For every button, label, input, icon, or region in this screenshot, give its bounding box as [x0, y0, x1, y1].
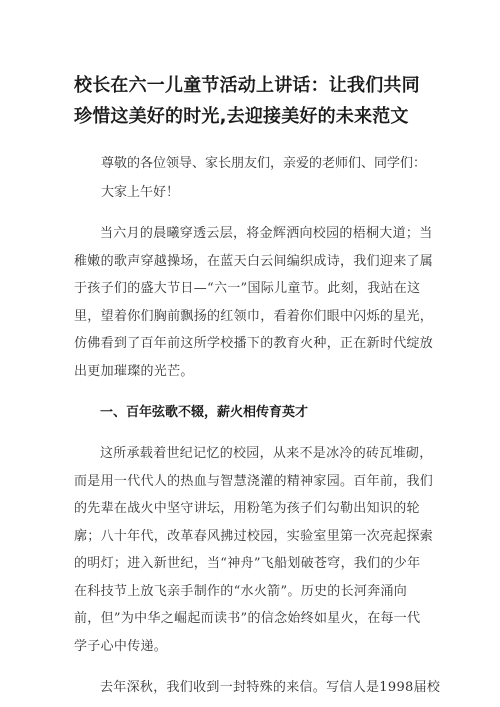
paragraph-line: 廓；八十年代，改革春风拂过校园，实验室里第一次亮起探索: [74, 528, 434, 544]
greeting: 大家上午好！: [101, 185, 180, 200]
paragraph-line: 里，望着你们胸前飘扬的红领巾，看着你们眼中闪烁的星光，: [74, 308, 434, 324]
paragraph-line: 稚嫩的歌声穿越操场，在蓝天白云间编织成诗，我们迎来了属: [74, 253, 434, 269]
paragraph-opening: [74, 220, 434, 385]
title-line: 校长在六一儿童节活动上讲话：让我们共同: [74, 75, 420, 96]
paragraph-line: 仿佛看到了百年前这所学校播下的教育火种，正在新时代绽放: [74, 336, 434, 351]
paragraph-letter: [74, 674, 441, 702]
title-line: 珍惜这美好的时光,去迎接美好的未来范文: [74, 106, 409, 127]
paragraph-line: 而是用一代代人的热血与智慧浇灌的精神家园。百年前，我们: [74, 473, 434, 489]
paragraph-history: [74, 440, 434, 660]
paragraph-line: 这所承载着世纪记忆的校园，从来不是冰冷的砖瓦堆砌，: [100, 446, 433, 461]
paragraph-line: 出更加璀璨的光芒。: [74, 363, 194, 379]
section-heading: 一、百年弦歌不辍，薪火相传育英才: [100, 405, 309, 420]
paragraph-line: 当六月的晨曦穿透云层，将金辉洒向校园的梧桐大道；当: [100, 226, 433, 241]
paragraph-line: 于孩子们的盛大节日—“六一”国际儿童节。此刻，我站在这: [74, 281, 421, 296]
paragraph-line: 前，但”为中华之崛起而读书”的信念始终如星火，在每一代: [74, 611, 421, 626]
paragraph-line: 的明灯；进入新世纪，当“神舟”飞船划破苍穹，我们的少年: [74, 556, 421, 571]
paragraph-line: 的先辈在战火中坚守讲坛，用粉笔为孩子们勾勒出知识的轮: [74, 501, 420, 516]
document-title: [74, 70, 430, 132]
paragraph-line: 学子心中传递。: [74, 638, 168, 654]
paragraph-line: 在科技节上放飞亲手制作的“水火箭”。历史的长河奔涌向: [74, 583, 408, 599]
salutation: 尊敬的各位领导、家长朋友们，亲爱的老师们、同学们：: [101, 156, 427, 171]
paragraph-line: 去年深秋，我们收到一封特殊的来信。写信人是1998届校: [100, 680, 441, 695]
